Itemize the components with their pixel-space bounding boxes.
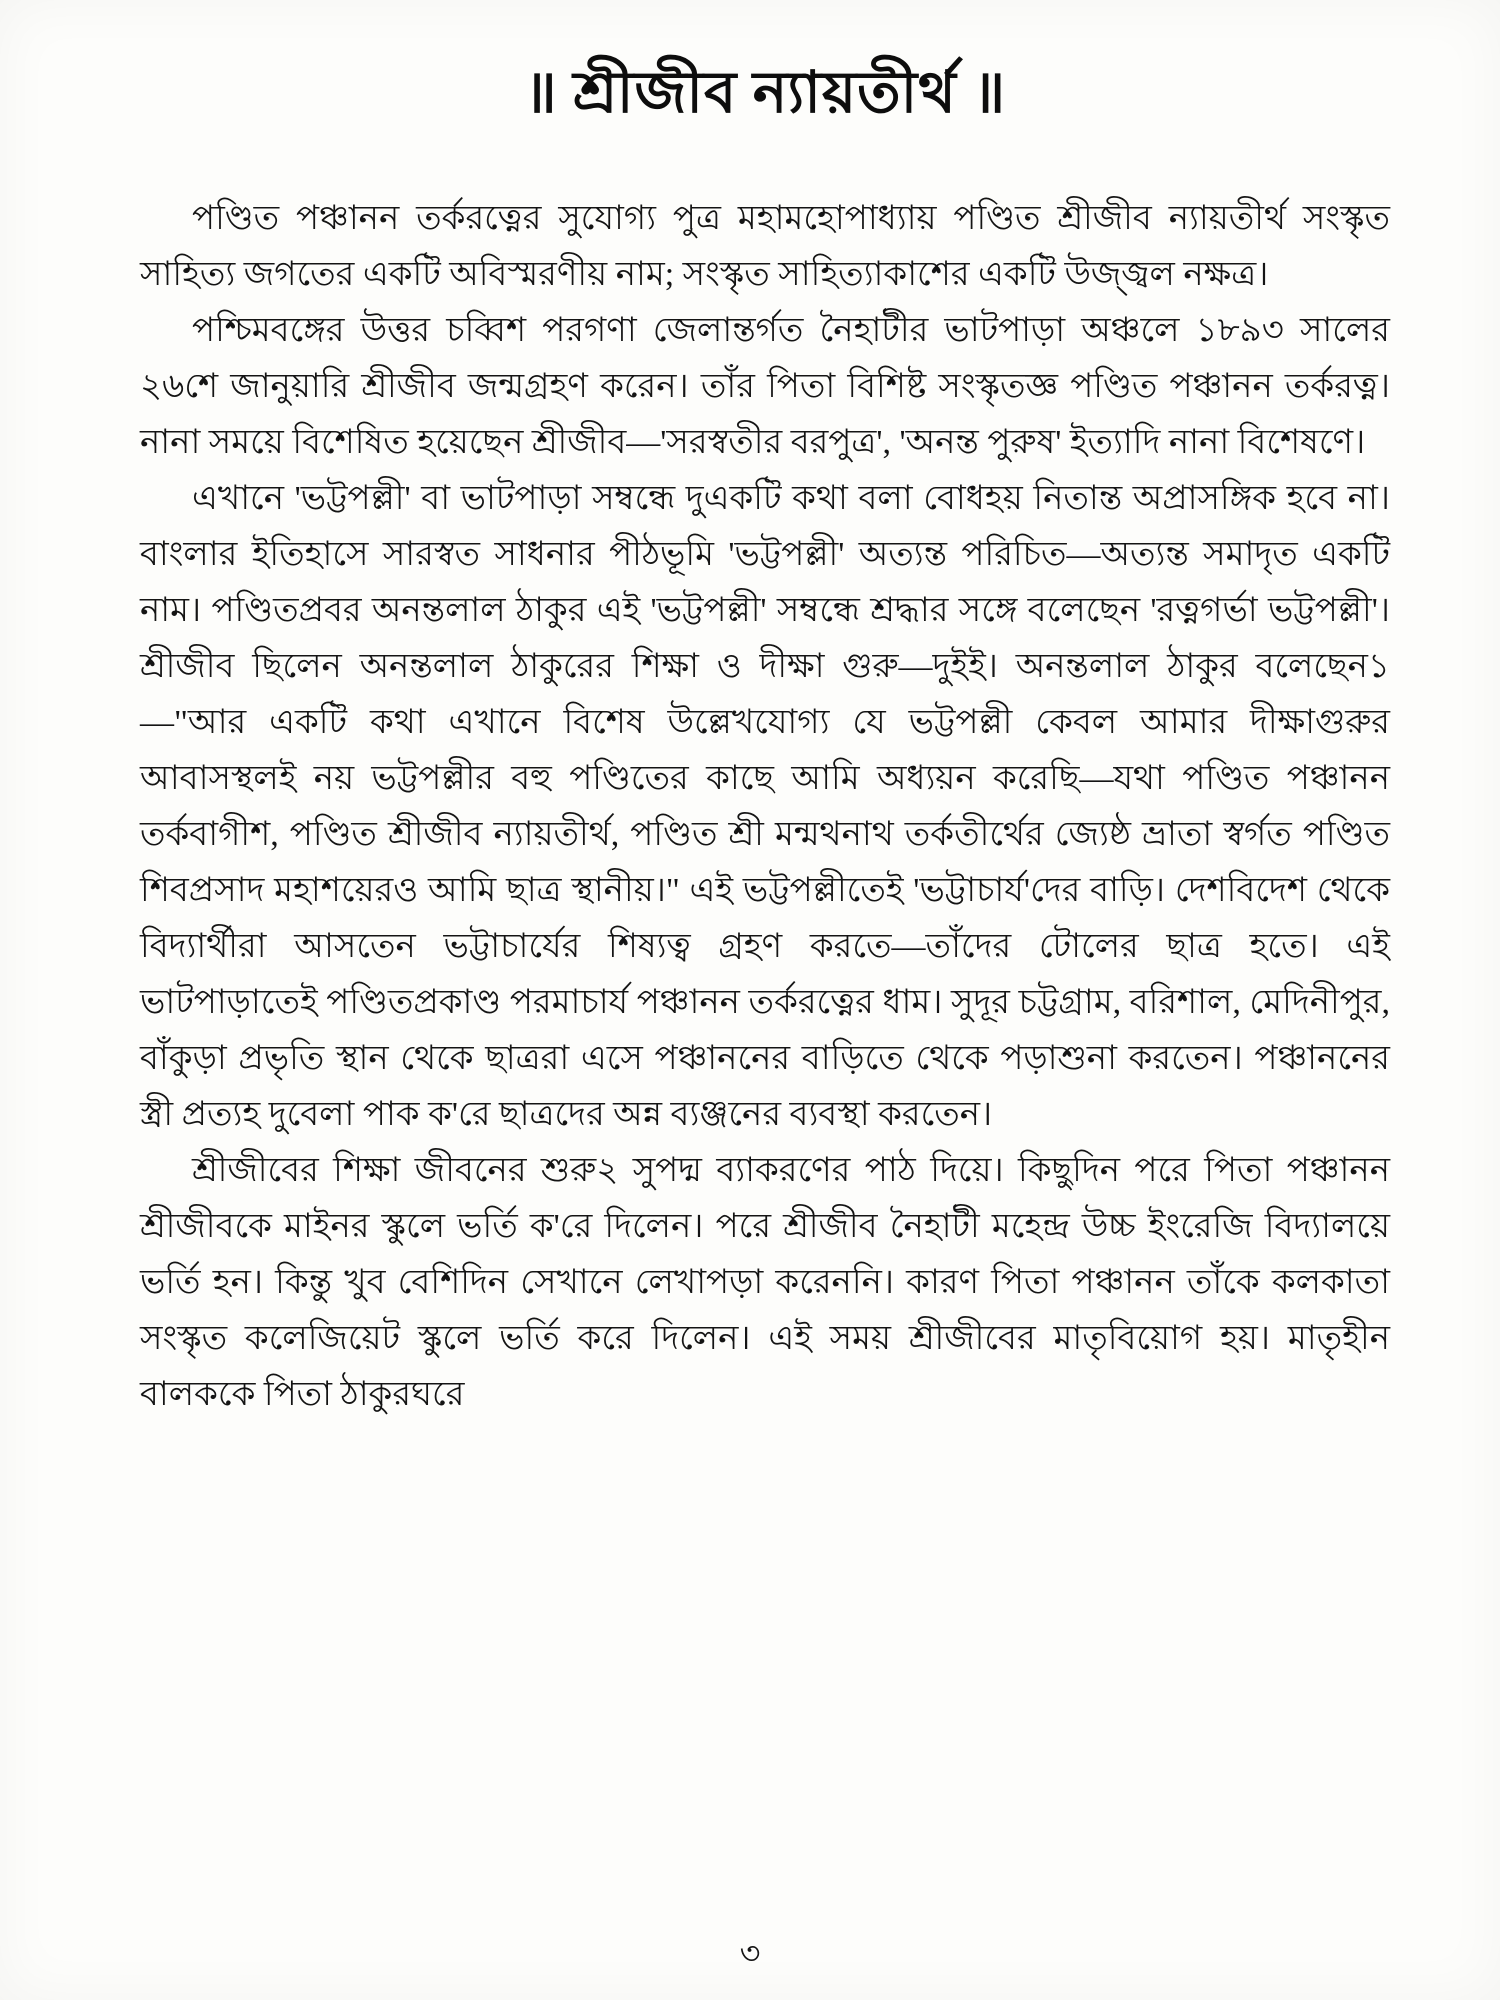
paragraph: পশ্চিমবঙ্গের উত্তর চব্বিশ পরগণা জেলান্তর্গত নৈহাটীর ভাটপাড়া অঞ্চলে ১৮৯৩ সালের ২৬শে জানুয়ারি শ্রীজীব জন্মগ্রহণ করেন। তাঁর পিতা বিশিষ্ট সংস্কৃতজ্ঞ পণ্ডিত পঞ্চানন তর্করত্ন। নানা সময়ে বিশেষিত হয়েছেন শ্রীজীব—'সরস্বতীর বরপুত্র', 'অনন্ত পুরুষ' ইত্যাদি নানা বিশেষণে। xyxy=(140,312,1390,461)
page-content xyxy=(140,48,1390,1940)
paragraph: এখানে 'ভট্টপল্লী' বা ভাটপাড়া সম্বন্ধে দুএকটি কথা বলা বোধহয় নিতান্ত অপ্রাসঙ্গিক হবে না। বাংলার ইতিহাসে সারস্বত সাধনার পীঠভূমি 'ভট্টপল্লী' অত্যন্ত পরিচিত—অত্যন্ত সমাদৃত একটি নাম। পণ্ডিতপ্রবর অনন্তলাল ঠাকুর এই 'ভট্টপল্লী' সম্বন্ধে শ্রদ্ধার সঙ্গে বলেছেন 'রত্নগর্ভা ভট্টপল্লী'। শ্রীজীব ছিলেন অনন্তলাল ঠাকুরের শিক্ষা ও দীক্ষা গুরু—দুইই। অনন্তলাল ঠাকুর বলেছেন১—"আর একটি কথা এখানে বিশেষ উল্লেখযোগ্য যে ভট্টপল্লী কেবল আমার দীক্ষাগুরুর আবাসস্থলই নয় ভট্টপল্লীর বহু পণ্ডিতের কাছে আমি অধ্যয়ন করেছি—যথা পণ্ডিত পঞ্চানন তর্কবাগীশ, পণ্ডিত শ্রীজীব ন্যায়তীর্থ, পণ্ডিত শ্রী মন্মথনাথ তর্কতীর্থের জ্যেষ্ঠ ভ্রাতা স্বর্গত পণ্ডিত শিবপ্রসাদ মহাশয়েরও আমি ছাত্র স্থানীয়।" এই ভট্টপল্লীতেই 'ভট্টাচার্য'দের বাড়ি। দেশবিদেশ থেকে বিদ্যার্থীরা আসতেন ভট্টাচার্যের শিষ্যত্ব গ্রহণ করতে—তাঁদের টোলের ছাত্র হতে। এই ভাটপাড়াতেই পণ্ডিতপ্রকাণ্ড পরমাচার্য পঞ্চানন তর্করত্নের ধাম। সুদূর চট্টগ্রাম, বরিশাল, মেদিনীপুর, বাঁকুড়া প্রভৃতি স্থান থেকে ছাত্ররা এসে পঞ্চাননের বাড়িতে থেকে পড়াশুনা করতেন। পঞ্চাননের স্ত্রী প্রত্যহ দুবেলা পাক ক'রে ছাত্রদের অন্ন ব্যঞ্জনের ব্যবস্থা করতেন। xyxy=(140,480,1390,1133)
page-number: ৩ xyxy=(739,1935,761,1971)
page-title: ॥ শ্রীজীব ন্যায়তীর্থ ॥ xyxy=(523,60,1007,125)
body-text xyxy=(140,191,1390,1423)
paragraph: পণ্ডিত পঞ্চানন তর্করত্নের সুযোগ্য পুত্র মহামহোপাধ্যায় পণ্ডিত শ্রীজীব ন্যায়তীর্থ সংস্কৃত সাহিত্য জগতের একটি অবিস্মরণীয় নাম; সংস্কৃত সাহিত্যাকাশের একটি উজ্জ্বল নক্ষত্র। xyxy=(140,200,1390,293)
paragraph: শ্রীজীবের শিক্ষা জীবনের শুরু২ সুপদ্ম ব্যাকরণের পাঠ দিয়ে। কিছুদিন পরে পিতা পঞ্চানন শ্রীজীবকে মাইনর স্কুলে ভর্তি ক'রে দিলেন। পরে শ্রীজীব নৈহাটী মহেন্দ্র উচ্চ ইংরেজি বিদ্যালয়ে ভর্তি হন। কিন্তু খুব বেশিদিন সেখানে লেখাপড়া করেননি। কারণ পিতা পঞ্চানন তাঁকে কলকাতা সংস্কৃত কলেজিয়েট স্কুলে ভর্তি করে দিলেন। এই সময় শ্রীজীবের মাতৃবিয়োগ হয়। মাতৃহীন বালককে পিতা ঠাকুরঘরে xyxy=(140,1152,1390,1413)
